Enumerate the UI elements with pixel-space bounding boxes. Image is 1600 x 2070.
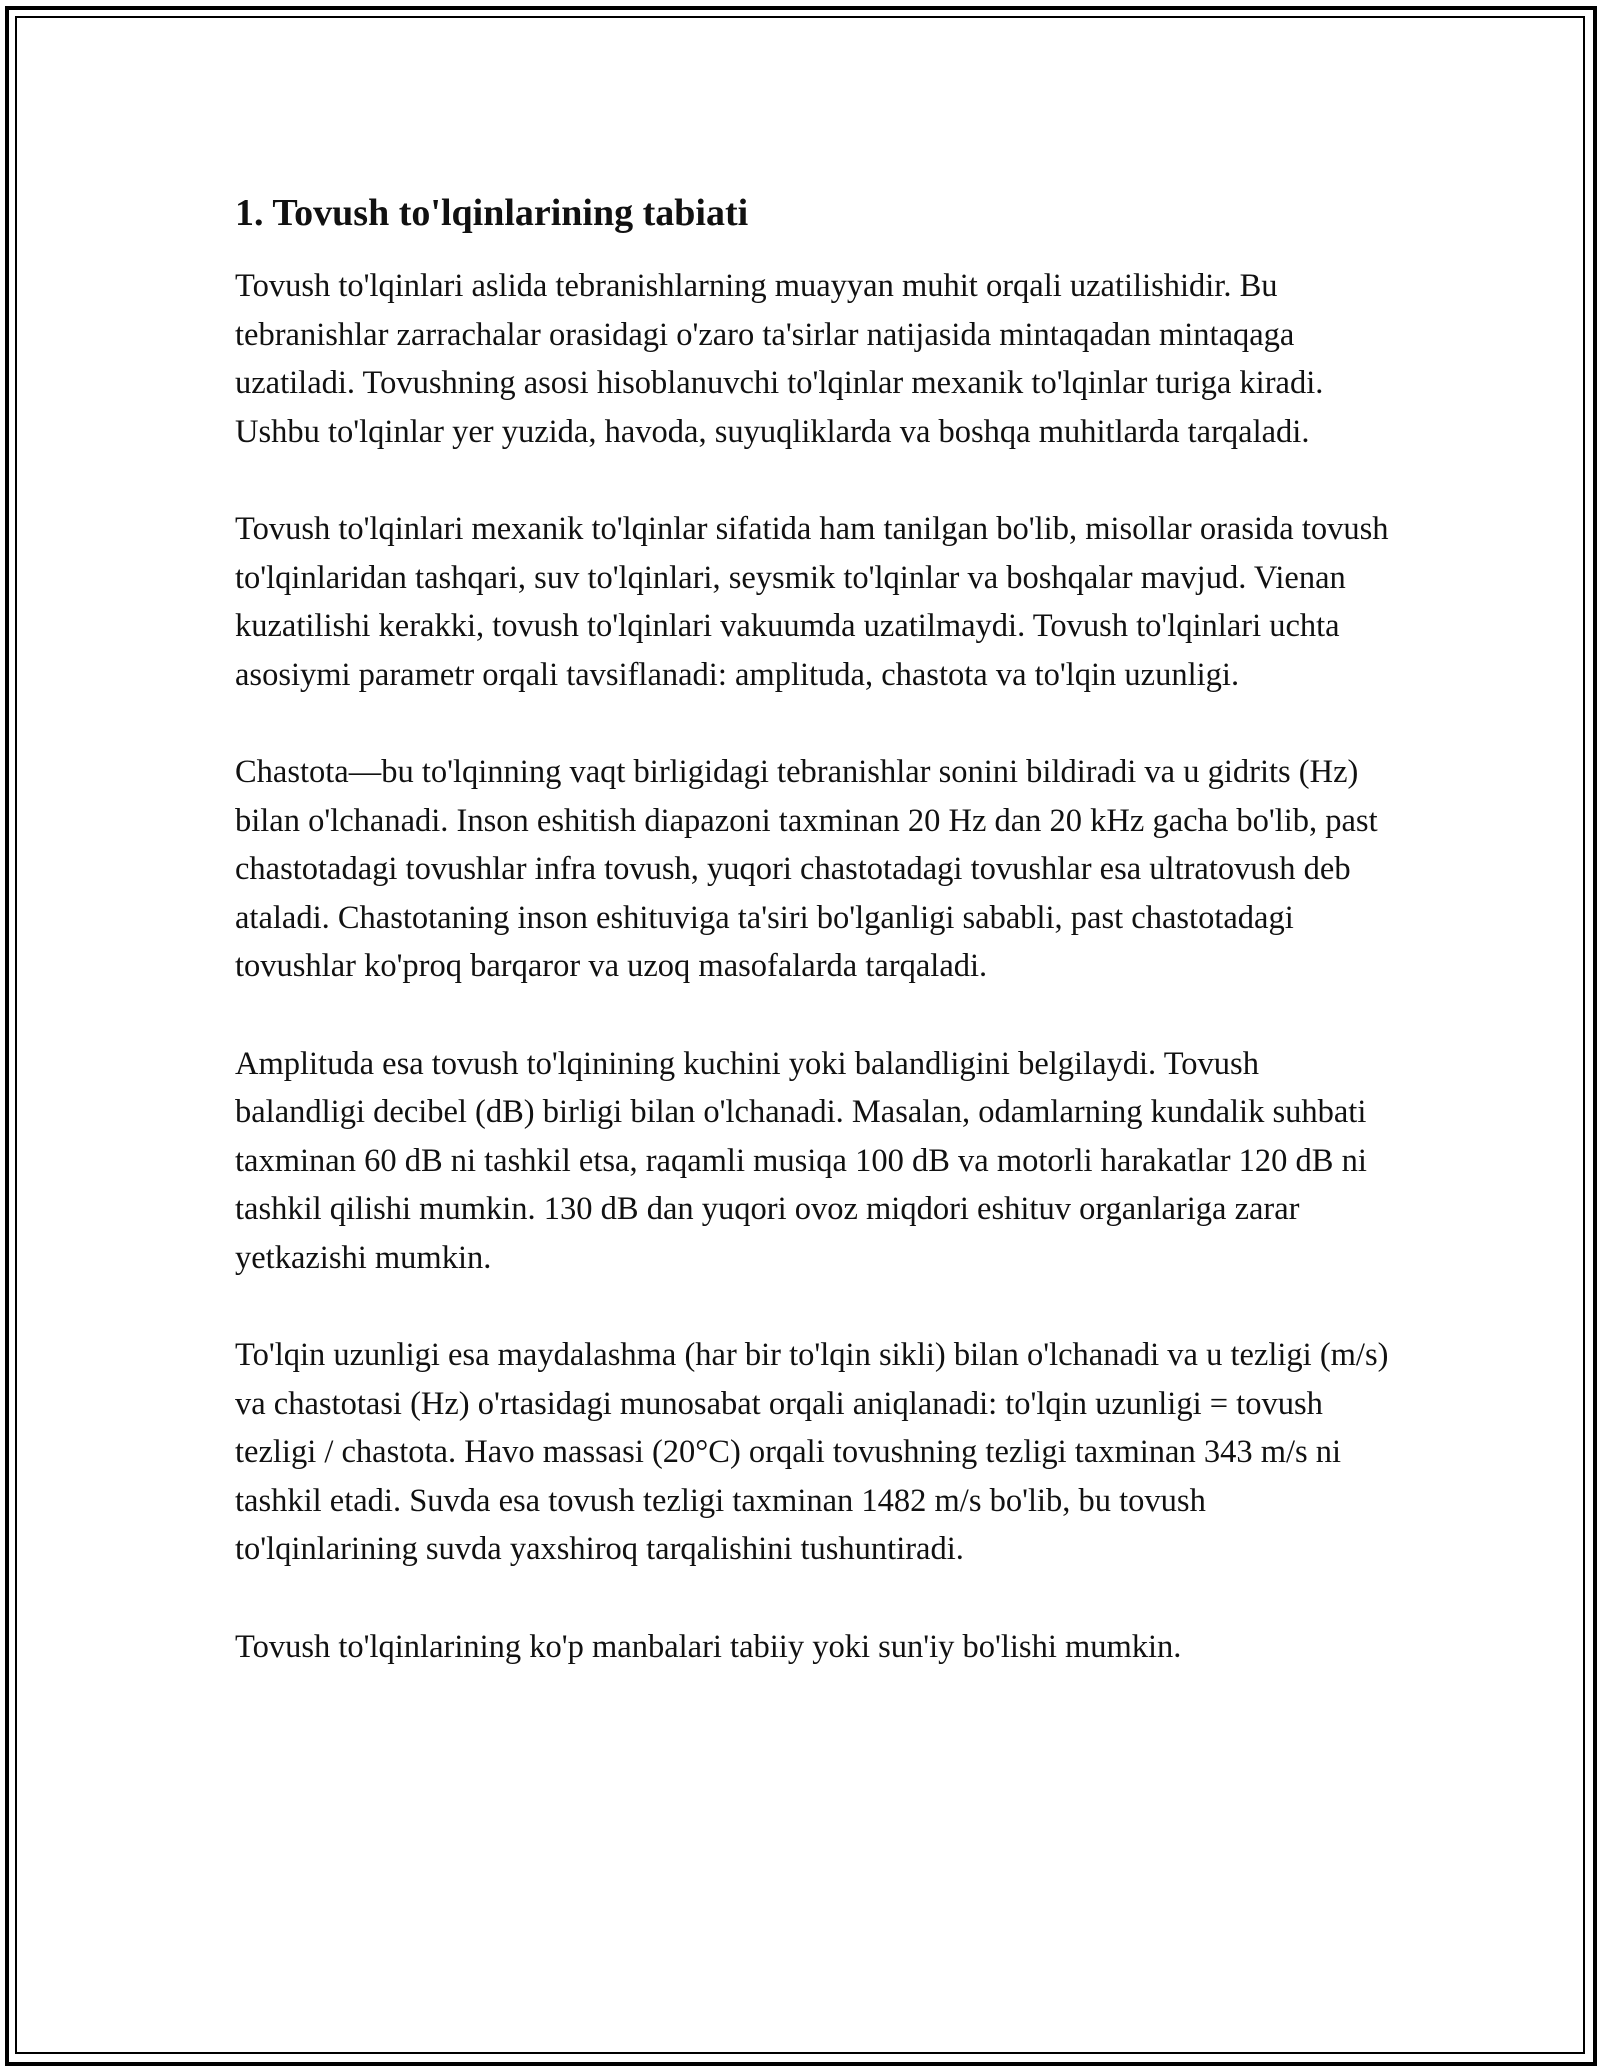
paragraph-4: Amplituda esa tovush to'lqinining kuchini yoki balandligini belgilaydi. Tovush balandligi decibel (dB) birligi bilan o'lchanadi. Masalan, odamlarning kundalik suhbati taxminan 60 dB ni tashkil etsa, raqamli musiqa 100 dB va motorli harakatlar 120 dB ni tashkil qilishi mumkin. 130 dB dan yuqori ovoz miqdori eshituv organlariga zarar yetkazishi mumkin. — [235, 1045, 1367, 1276]
paragraph-3: Chastota—bu to'lqinning vaqt birligidagi tebranishlar sonini bildiradi va u gidrits (Hz) bilan o'lchanadi. Inson eshitish diapazoni taxminan 20 Hz dan 20 kHz gacha bo'lib, past chastotadagi tovushlar infra tovush, yuqori chastotadagi tovushlar esa ultratovush deb ataladi. Chastotaning inson eshituviga ta'siri bo'lganligi sababli, past chastotadagi tovushlar ko'proq barqaror va uzoq masofalarda tarqaladi. — [235, 754, 1378, 984]
paragraph-2: Tovush to'lqinlari mexanik to'lqinlar sifatida ham tanilgan bo'lib, misollar orasida tovush to'lqinlaridan tashqari, suv to'lqinlari, seysmik to'lqinlar va boshqalar mavjud. Vienan kuzatilishi kerakki, tovush to'lqinlari vakuumda uzatilmaydi. Tovush to'lqinlari uchta asosiymi parametr orqali tavsiflanadi: amplituda, chastota va to'lqin uzunligi. — [235, 511, 1389, 693]
paragraph-1: Tovush to'lqinlari aslida tebranishlarning muayyan muhit orqali uzatilishidir. Bu tebranishlar zarrachalar orasidagi o'zaro ta'sirlar natijasida mintaqadan mintaqaga uzatiladi. Tovushning asosi hisoblanuvchi to'lqinlar mexanik to'lqinlar turiga kiradi. Ushbu to'lqinlar yer yuzida, havoda, suyuqliklarda va boshqa muhitlarda tarqaladi. — [235, 268, 1324, 450]
paragraph-6: Tovush to'lqinlarining ko'p manbalari tabiiy yoki sun'iy bo'lishi mumkin. — [235, 1628, 1182, 1665]
document-body — [235, 186, 1395, 1720]
paragraph-5: To'lqin uzunligi esa maydalashma (har bir to'lqin sikli) bilan o'lchanadi va u tezligi (m/s) va chastotasi (Hz) o'rtasidagi munosabat orqali aniqlanadi: to'lqin uzunligi = tovush tezligi / chastota. Havo massasi (20°C) orqali tovushning tezligi taxminan 343 m/s ni tashkil etadi. Suvda esa tovush tezligi taxminan 1482 m/s bo'lib, bu tovush to'lqinlarining suvda yaxshiroq tarqalishini tushuntiradi. — [235, 1337, 1389, 1567]
section-heading: 1. Tovush to'lqinlarining tabiati — [235, 192, 749, 234]
